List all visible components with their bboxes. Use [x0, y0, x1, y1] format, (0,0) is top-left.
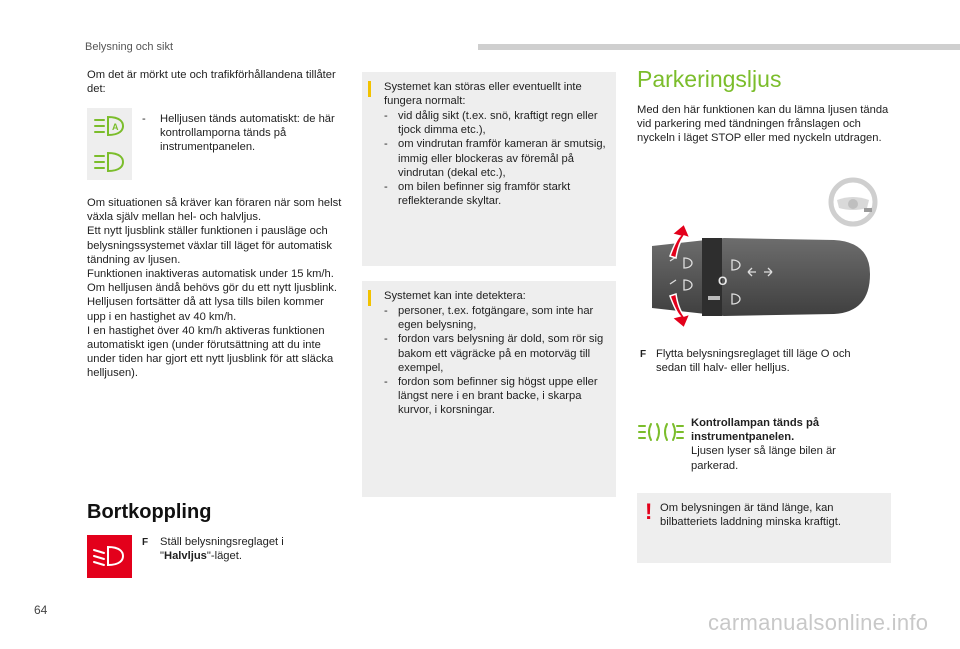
svg-text:A: A: [112, 122, 119, 132]
headlight-icons-tile: [87, 108, 132, 180]
body-para-5: I en hastighet över 40 km/h aktiveras funktionen automatiskt igen (under förutsättning att du inte under tiden har gjort ett nytt ljusblink för att släcka helljusen).: [87, 324, 334, 380]
bortkoppling-text-post: "-läget.: [206, 550, 242, 563]
instruction-flag: F: [640, 349, 647, 360]
header-bar: [478, 44, 960, 50]
instruction-flag: F: [142, 537, 149, 548]
page-number: 64: [34, 603, 48, 617]
intro-text: Om det är mörkt ute och trafikförhållandena tillåter det:: [87, 69, 336, 96]
body-para-2: Ett nytt ljusblink ställer funktionen i pausläge och belysningssystemet växlar till läget för automatisk tändning av ljusen.: [87, 225, 332, 266]
parking-light-icon: [637, 420, 685, 444]
info-marker: [368, 290, 371, 306]
parking-instruction: Flytta belysningsreglaget till läge O och sedan till halv- eller helljus.: [656, 348, 851, 375]
parking-intro: Med den här funktionen kan du lämna ljusen tända vid parkering med tändningen frånslagen och nyckeln i läget STOP eller med nyckeln utdragen.: [637, 104, 889, 145]
lighting-stalk-drawing: [644, 216, 876, 340]
bullet-text: Helljusen tänds automatiskt: de här kontrollamporna tänds på instrumentpanelen.: [160, 113, 335, 154]
warning-text: Om belysningen är tänd länge, kan bilbatteriets laddning minska kraftigt.: [660, 502, 841, 529]
watermark: carmanualsonline.info: [708, 610, 929, 635]
lighting-stalk-illustration: [644, 216, 876, 340]
high-beam-icon: [95, 153, 123, 171]
info-marker: [368, 81, 371, 97]
warning-box: [637, 493, 891, 563]
section-title-parkeringsljus: Parkeringsljus: [637, 66, 782, 92]
warning-icon: !: [645, 499, 653, 524]
section-title-bortkoppling: Bortkoppling: [87, 501, 212, 523]
bortkoppling-text-pre: Ställ belysningsreglaget i ": [160, 536, 284, 563]
lamp-description: [691, 416, 861, 473]
box2-item: - personer, t.ex. fotgängare, som inte har egen belysning,: [384, 304, 606, 332]
body-para-4: Om helljusen ändå behövs gör du ett nytt ljusblink. Helljusen fortsätter då att lysa tills bilen kommer upp i en hastighet av 40 km/h.: [87, 282, 337, 323]
box1-item: - om vindrutan framför kameran är smutsig, immig eller blockeras av föremål på vindrutan (dekal etc.),: [384, 137, 606, 180]
box1-intro: Systemet kan störas eller eventuellt inte fungera normalt:: [384, 81, 582, 108]
parking-lamp-icon-box: [637, 420, 685, 444]
body-para-3: Funktionen inaktiveras automatisk under 15 km/h.: [87, 268, 334, 281]
body-text: [87, 196, 342, 381]
low-beam-icon: [87, 535, 132, 578]
info-box-detection: [362, 281, 616, 497]
box1-list: [384, 109, 606, 208]
lamp-title: Kontrollampan tänds på instrumentpanelen.: [691, 417, 820, 444]
box2-item: - fordon som befinner sig högst uppe eller längst nere i en brant backe, i skarpa kurvor, i korsningar.: [384, 375, 606, 418]
bortkoppling-text: [160, 535, 340, 563]
auto-high-beam-icon: [87, 108, 132, 180]
box1-item: - vid dålig sikt (t.ex. snö, kraftigt regn eller tjock dimma etc.),: [384, 109, 606, 137]
running-header: Belysning och sikt: [85, 41, 174, 53]
info-box-disturbances: [362, 72, 616, 266]
stalk-position-o: O: [718, 274, 728, 288]
box2-intro: Systemet kan inte detektera:: [384, 290, 526, 302]
box2-list: [384, 304, 606, 418]
bullet-dash: -: [142, 113, 146, 125]
body-para-1: Om situationen så kräver kan föraren när som helst växla själv mellan hel- och halvljus.: [87, 197, 342, 224]
lamp-text: Ljusen lyser så länge bilen är parkerad.: [691, 445, 836, 472]
bortkoppling-text-bold: Halvljus: [163, 550, 207, 563]
low-beam-icon-tile: [87, 535, 132, 578]
box1-item: - om bilen befinner sig framför starkt reflekterande skyltar.: [384, 180, 606, 208]
box2-item: - fordon vars belysning är dold, som rör sig bakom ett vägräcke på en motorväg till exempel,: [384, 332, 606, 375]
